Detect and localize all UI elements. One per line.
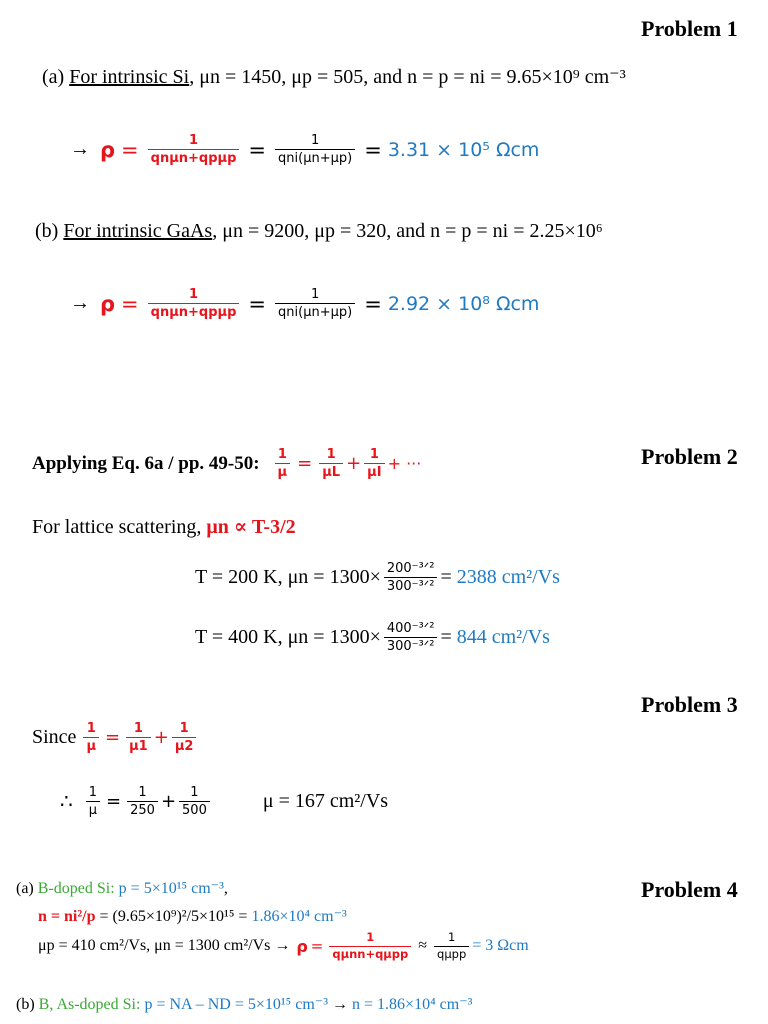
p1a-statement — [42, 64, 626, 89]
problem-3-title: Problem 3 — [641, 692, 738, 717]
p4a-n-calc: = (9.65×10⁹)²/5×10¹⁵ = — [95, 908, 252, 925]
p4a-frac-approx — [434, 932, 469, 960]
p4a-n-val: 1.86×10⁴ cm⁻³ — [251, 908, 347, 925]
p2-plus: + — [346, 453, 362, 474]
p1b-prefix: (b) — [35, 220, 64, 242]
p1a-frac1-den: qnμn+qpμp — [148, 149, 240, 165]
p3-therefore: ∴ — [60, 791, 73, 813]
p2-tail: + ··· — [387, 454, 422, 473]
p4a-rho-line — [38, 932, 529, 960]
p1b-result: 2.92 × 10⁸ Ωcm — [387, 292, 540, 315]
p4a-comma: , — [223, 880, 228, 897]
p2-t400-line — [195, 622, 550, 653]
p2-t200-eq: = — [440, 566, 457, 588]
p2-t400-frac — [384, 622, 438, 653]
p2-applying-line — [32, 448, 421, 479]
p3-frac-250 — [127, 786, 158, 817]
p1b-frac1-num: 1 — [189, 287, 199, 302]
p3-plus: + — [153, 727, 169, 748]
p2-t200-frac — [384, 562, 438, 593]
p1a-equation — [70, 134, 539, 165]
p3-frac-250-num: 1 — [138, 785, 147, 800]
p4b-statement — [16, 994, 472, 1014]
p2-t200-line — [195, 562, 560, 593]
p3-frac-mu-b — [86, 786, 100, 817]
p1a-frac2-den: qni(μn+μp) — [275, 149, 355, 165]
p2-frac-muI-num: 1 — [369, 447, 379, 462]
p4a-mobility: μp = 410 cm²/Vs, μn = 1300 cm²/Vs → — [38, 937, 291, 954]
p2-applying: Applying Eq. 6a / pp. 49-50: — [32, 452, 260, 474]
p1a-frac2 — [275, 134, 355, 165]
p2-t400-den: 300⁻³ᐟ² — [384, 637, 438, 653]
p1a-frac2-num: 1 — [310, 133, 320, 148]
p4a-n-rel: n = ni²/p — [38, 908, 96, 925]
p1a-rho: ρ — [100, 137, 116, 162]
p4a-frac-full — [329, 932, 411, 960]
p4b-label: B, As-doped Si — [38, 996, 136, 1013]
p2-eqsign: = — [297, 453, 313, 474]
p1a-eq2: = — [248, 137, 267, 162]
p3-since: Since — [32, 726, 77, 748]
p3-frac-500 — [179, 786, 210, 817]
p1b-frac1-den: qnμn+qpμp — [148, 303, 240, 319]
p4a-approx: ≈ — [418, 937, 428, 954]
p2-t200-num: 200⁻³ᐟ² — [386, 561, 435, 576]
p1b-frac2-den: qni(μn+μp) — [275, 303, 355, 319]
p2-t200-result: 2388 cm²/Vs — [456, 566, 560, 588]
p1b-frac2 — [275, 288, 355, 319]
p1b-frac2-num: 1 — [310, 287, 320, 302]
p3-frac-mu-num: 1 — [86, 721, 96, 736]
p3-frac-mu-den: μ — [83, 737, 99, 753]
p3-frac-mu2 — [172, 722, 197, 753]
p2-frac-muI-den: μI — [364, 463, 384, 479]
p2-frac-muI — [364, 448, 384, 479]
p4b-p: p = NA – ND = 5×10¹⁵ cm⁻³ — [144, 996, 329, 1013]
p2-frac-muL-num: 1 — [326, 447, 336, 462]
p4a-frac-approx-den: qμpp — [434, 946, 469, 961]
p3-frac-mu1 — [126, 722, 151, 753]
p4a-n-line — [38, 906, 347, 926]
p2-lattice-rel: μn ∝ T-3/2 — [206, 516, 296, 538]
p2-frac-mu — [275, 448, 291, 479]
p2-t200-prefix: T = 200 K, μn = 1300× — [195, 566, 381, 588]
p2-frac-mu-den: μ — [275, 463, 291, 479]
p1a-label: For intrinsic Si — [69, 66, 190, 88]
p4a-statement — [16, 878, 228, 898]
p4a-label: B-doped Si — [37, 880, 111, 897]
p3-therefore-line — [60, 786, 388, 817]
p1a-eq3: = — [364, 137, 382, 162]
problem-2-title: Problem 2 — [641, 444, 738, 469]
p4a-p: p = 5×10¹⁵ cm⁻³ — [118, 880, 224, 897]
p4b-colon: : — [136, 996, 145, 1013]
p4a-frac-approx-num: 1 — [447, 930, 456, 944]
p1b-given: , μn = 9200, μp = 320, and n = p = ni = 2.25×10⁶ — [212, 220, 603, 242]
p4b-prefix: (b) — [16, 996, 39, 1013]
p1b-eq3: = — [364, 291, 382, 316]
p1a-arrow: → — [70, 138, 90, 160]
p1b-equation — [70, 288, 539, 319]
p4a-frac-full-num: 1 — [366, 930, 375, 944]
p2-t400-num: 400⁻³ᐟ² — [386, 621, 435, 636]
p2-frac-muL — [319, 448, 343, 479]
p3-frac-500-num: 1 — [190, 785, 199, 800]
p3-frac-250-den: 250 — [127, 801, 158, 817]
problem-1-title: Problem 1 — [641, 16, 738, 41]
p3-frac-mu2-num: 1 — [179, 721, 189, 736]
p1b-arrow: → — [70, 292, 90, 314]
p3-frac-mu — [83, 722, 99, 753]
p4a-result: = 3 Ωcm — [472, 937, 529, 954]
p1a-given: , μn = 1450, μp = 505, and n = p = ni = 9.65×10⁹ cm⁻³ — [189, 66, 626, 88]
p2-frac-muL-den: μL — [319, 463, 343, 479]
p3-frac-500-den: 500 — [179, 801, 210, 817]
p1b-frac1 — [148, 288, 240, 319]
p1a-frac1-num: 1 — [189, 133, 199, 148]
p3-frac-mu-b-num: 1 — [88, 785, 98, 800]
p1b-label: For intrinsic GaAs — [63, 220, 213, 242]
p1b-rho: ρ — [100, 291, 116, 316]
p3-eqsign: = — [105, 727, 121, 748]
p3-plus-b: + — [160, 791, 177, 812]
p2-t400-eq: = — [440, 626, 457, 648]
p1b-statement — [35, 220, 603, 243]
p1a-eq1: = — [121, 137, 139, 162]
p1b-eq2: = — [248, 291, 267, 316]
p2-t400-result: 844 cm²/Vs — [456, 626, 550, 648]
p2-lattice-line — [32, 514, 296, 539]
p4a-colon: : — [110, 880, 119, 897]
p3-eqsign-b: = — [106, 791, 122, 812]
p3-frac-mu-b-den: μ — [86, 801, 100, 817]
p4b-n: n = 1.86×10⁴ cm⁻³ — [352, 996, 473, 1013]
p3-since-line — [32, 722, 199, 753]
p1a-prefix: (a) — [42, 66, 70, 88]
p1a-frac1 — [148, 134, 240, 165]
p3-frac-mu1-den: μ1 — [126, 737, 151, 753]
problem-4-title: Problem 4 — [641, 877, 738, 902]
p4a-frac-full-den: qμnn+qμpp — [329, 946, 411, 961]
p2-t400-prefix: T = 400 K, μn = 1300× — [195, 626, 381, 648]
p4a-eqsign: = — [310, 937, 324, 955]
p2-frac-mu-num: 1 — [277, 447, 287, 462]
p3-frac-mu1-num: 1 — [133, 721, 143, 736]
p4a-rho: ρ — [296, 936, 308, 956]
p2-t200-den: 300⁻³ᐟ² — [384, 577, 438, 593]
p2-lattice: For lattice scattering, — [32, 516, 202, 538]
p3-result: μ = 167 cm²/Vs — [262, 790, 389, 812]
p4b-arrow: → — [332, 996, 349, 1013]
p4a-prefix: (a) — [16, 880, 38, 897]
p1a-result: 3.31 × 10⁵ Ωcm — [387, 138, 540, 161]
p1b-eq1: = — [121, 291, 139, 316]
p3-frac-mu2-den: μ2 — [172, 737, 197, 753]
